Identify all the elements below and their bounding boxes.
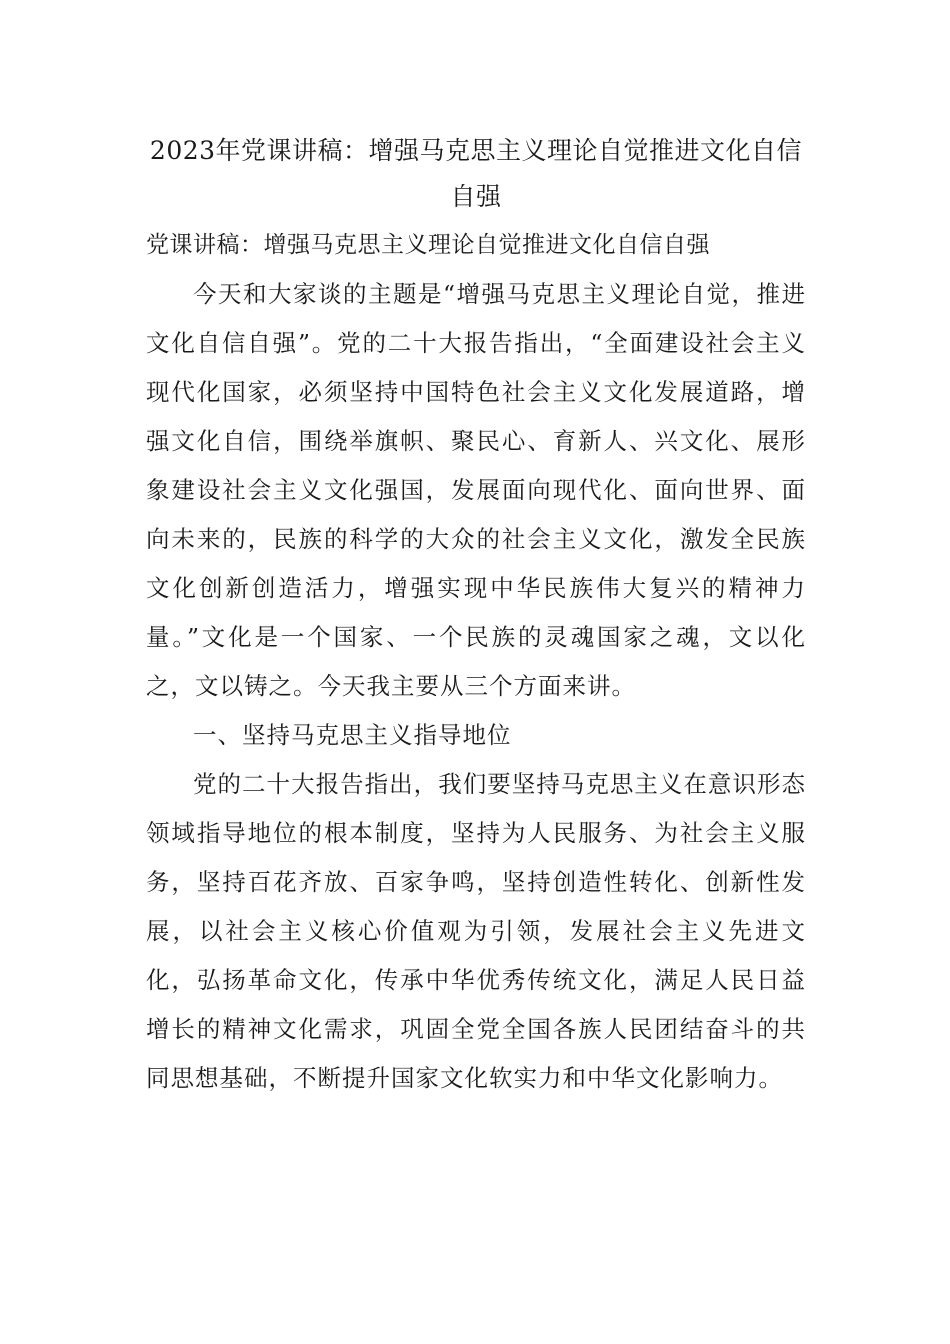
document-subtitle: 党课讲稿：增强马克思主义理论自觉推进文化自信自强 — [146, 232, 710, 258]
paragraph-section-1: 党的二十大报告指出，我们要坚持马克思主义在意识形态领域指导地位的根本制度，坚持为人民服务、为社会主义服务，坚持百花齐放、百家争鸣，坚持创造性转化、创新性发展，以社会主义核心价值观为引领，发展社会主义先进文化，弘扬革命文化，传承中华优秀传统文化，满足人民日益增长的精神文化需求，巩固全党全国各族人民团结奋斗的共同思想基础，不断提升国家文化软实力和中华文化影响力。 — [146, 770, 806, 1092]
document-title: 2023年党课讲稿：增强马克思主义理论自觉推进文化自信自强 — [149, 136, 803, 211]
section-heading-1: 一、坚持马克思主义指导地位 — [193, 721, 512, 749]
paragraph-intro: 今天和大家谈的主题是“增强马克思主义理论自觉，推进文化自信自强”。党的二十大报告指出，“全面建设社会主义现代化国家，必须坚持中国特色社会主义文化发展道路，增强文化自信，围绕举旗帜、聚民心、育新人、兴文化、展形象建设社会主义文化强国，发展面向现代化、面向世界、面向未来的，民族的科学的大众的社会主义文化，激发全民族文化创新创造活力，增强实现中华民族伟大复兴的精神力量。”文化是一个国家、一个民族的灵魂国家之魂，文以化之，文以铸之。今天我主要从三个方面来讲。 — [146, 280, 806, 700]
document-page — [146, 128, 806, 1103]
